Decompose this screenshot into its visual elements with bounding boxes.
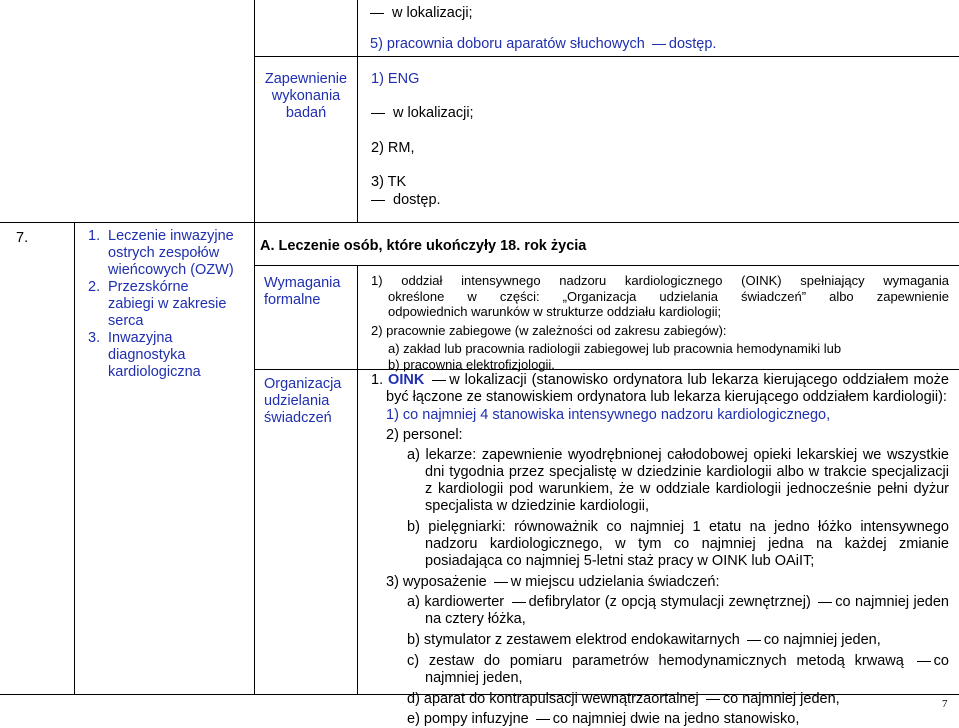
block2-item-1-bullet: w lokalizacji; — [371, 105, 474, 122]
border-line — [357, 265, 358, 695]
dash-icon — [494, 582, 508, 583]
dash-icon — [512, 602, 526, 603]
dash-icon — [706, 699, 720, 700]
block2-item-3: 3) TK — [371, 174, 407, 190]
label-organization: Organizacja udzielania świadczeń — [264, 376, 342, 426]
border-line — [254, 56, 959, 57]
top-item-5: 5) pracownia doboru aparatów słuchowych dostęp. — [370, 36, 717, 52]
border-line — [357, 0, 358, 223]
list-item: 3. Inwazyjna diagnostyka kardiologiczna — [88, 330, 201, 380]
block2-label: Zapewnienie wykonania badań — [264, 71, 348, 121]
list-item: 2. Przezskórne zabiegi w zakresie serca — [88, 279, 227, 329]
block2-item-2: 2) RM, — [371, 140, 415, 156]
dash-icon — [370, 13, 384, 14]
dash-icon — [652, 44, 666, 45]
border-line — [254, 222, 255, 695]
block2-item-1: 1) ENG — [371, 71, 420, 87]
organization-requirements: 1. OINK w lokalizacji (stanowisko ordynatora lub lekarza kierującego oddziałem może być łączone ze stanowiskiem ordynatora lub lekarza kierującego oddziałem kardiologii): 1) co najmniej 4 stanowiska intensywnego nadzoru kardiologicznego, 2) personel: a) lekarze: zapewnienie wyodrębnionej całodobowej opieki lekarskiej we wszystkie dni tygodnia przez specjalistę w dziedzinie kardiologii albo w trakcie specjalizacji z kardiologii pod warunkiem, że w oddziale kardiologii jednocześnie pełni dyżur specjalista w dziedzinie kardiologii, b) pielęgniarki: równoważnik co najmniej 1 etatu na jedno łóżko intensywnego nadzoru kardiologicznego, w tym co najmniej jedna na każdej zmianie posiadająca co najmniej 5-letni staż pracy w OINK lub OAiIT; 3) wyposażenie w miejscu udzielania świadczeń: a) kardiowerter defibrylator (z opcją stymulacji zewnętrznej) co najmniej jeden na cztery łóżka, b) stymulator z zestawem elektrod endokawitarnych co najmniej jeden, c) zestaw do pomiaru parametrów hemodynamicznych metodą krwawą co najmniej jeden, d) aparat do kontrapulsacji wewnątrzaortalnej co najmniej jeden, e) pompy infuzyjne co najmniej dwie na jedno stanowisko, — [371, 372, 950, 727]
dash-icon — [432, 380, 446, 381]
border-line — [254, 265, 959, 266]
dash-icon — [371, 200, 385, 201]
row-number: 7. — [16, 230, 29, 246]
dash-icon — [371, 113, 385, 114]
page-number: 7 — [942, 698, 948, 710]
formal-requirements: 1) oddział intensywnego nadzoru kardiologicznego (OINK) spełniający wymagania określone w części: „Organizacja udzielania świadczeń” albo zapewnienie odpowiednich warunków w strukturze oddziału kardiologii; 2) pracownie zabiegowe (w zależności od zakresu zabiegów): a) zakład lub pracownia radiologii zabiegowej lub pracownia hemodynamiki lub b) pracownia elektrofizjologii. — [371, 273, 949, 372]
border-line — [74, 222, 75, 695]
border-line — [0, 222, 959, 223]
top-bullet: w lokalizacji; — [370, 5, 473, 22]
block2-item-3-bullet: dostęp. — [371, 192, 441, 209]
dash-icon — [536, 719, 550, 720]
label-formal: Wymagania formalne — [264, 275, 341, 308]
procedure-list — [88, 228, 253, 381]
dash-icon — [747, 640, 761, 641]
list-item: 1. Leczenie inwazyjne ostrych zespołów wieńcowych (OZW) — [88, 228, 234, 278]
oink-label: OINK — [388, 372, 425, 388]
dash-icon — [818, 602, 832, 603]
dash-icon — [917, 661, 931, 662]
section-title: A. Leczenie osób, które ukończyły 18. rok życia — [260, 238, 587, 254]
